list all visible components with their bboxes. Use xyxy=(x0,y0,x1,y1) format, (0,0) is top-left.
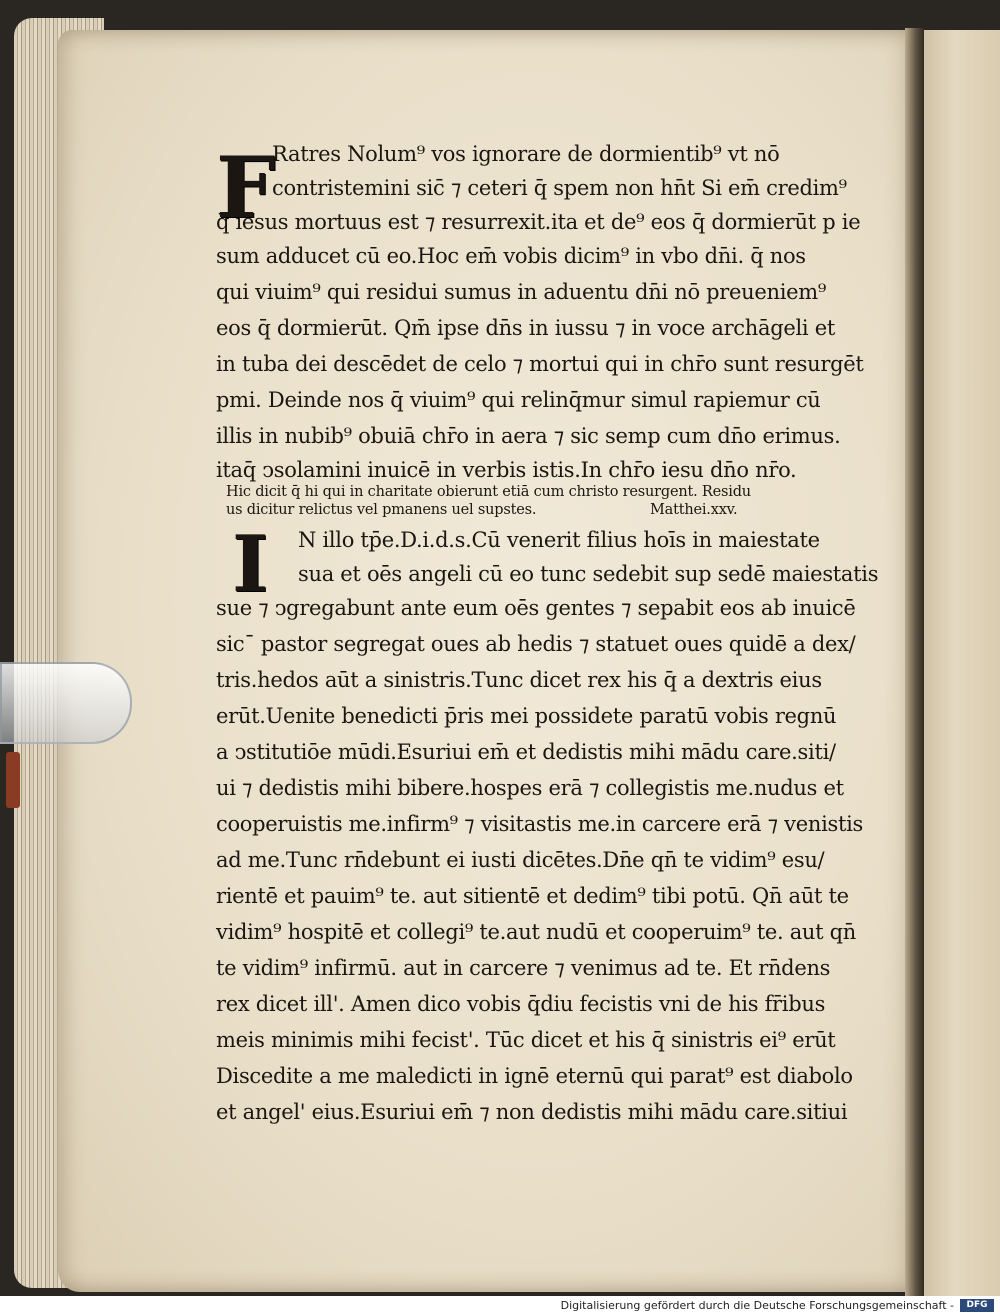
text-line: te vidim⁹ infirmū. aut in carcere ⁊ venimus ad te. Et rn̄dens xyxy=(216,956,831,980)
text-line: et angel' eius.Esuriui em̄ ⁊ non dedistis mihi mādu care.sitiui xyxy=(216,1100,848,1124)
digitization-footer xyxy=(0,1296,1000,1316)
text-line: in tuba dei descēdet de celo ⁊ mortui qui in chr̄o sunt resurgēt xyxy=(216,352,864,376)
text-line: tris.hedos aūt a sinistris.Tunc dicet rex his q̄ a dextris eius xyxy=(216,668,822,692)
text-line: pmi. Deinde nos q̄ viuim⁹ qui relinq̄mur simul rapiemur cū xyxy=(216,388,821,412)
text-line: itaq̄ ↄsolamini inuicē in verbis istis.In chr̄o iesu dn̄o nr̄o. xyxy=(216,458,797,482)
text-line: sum adducet cū eo.Hoc em̄ vobis dicim⁹ in vbo dn̄i. q̄ nos xyxy=(216,244,806,268)
text-line: qui viuim⁹ qui residui sumus in aduentu dn̄i nō preueniem⁹ xyxy=(216,280,827,304)
page-clip xyxy=(0,662,132,744)
text-line: sicˉ pastor segregat oues ab hedis ⁊ statuet oues quidē a dex/ xyxy=(216,632,856,656)
text-line: meis minimis mihi fecist'. Tūc dicet et his q̄ sinistris ei⁹ erūt xyxy=(216,1028,836,1052)
text-line: cooperuistis me.infirm⁹ ⁊ visitastis me.in carcere erā ⁊ venistis xyxy=(216,812,864,836)
text-line: vidim⁹ hospitē et collegi⁹ te.aut nudū et cooperuim⁹ te. aut qn̄ xyxy=(216,920,857,944)
note-line: Hic dicit q̄ hi qui in charitate obierunt etiā cum christo resurgent. Residu xyxy=(226,484,751,500)
text-line: sua et oēs angeli cū eo tunc sedebit sup sedē maiestatis xyxy=(298,562,879,586)
note-line: us dicitur relictus vel pmanens uel supstes. xyxy=(226,502,537,518)
text-line: a ↄstitutiōe mūdi.Esuriui em̄ et dedistis mihi mādu care.siti/ xyxy=(216,740,836,764)
text-line: rex dicet ill'. Amen dico vobis q̄diu fecistis vni de his fr̄ibus xyxy=(216,992,826,1016)
text-line: Ratres Nolum⁹ vos ignorare de dormientib⁹ vt nō xyxy=(272,142,780,166)
text-line: ad me.Tunc rn̄debunt ei iusti dicētes.Dn̄e qn̄ te vidim⁹ esu/ xyxy=(216,848,825,872)
text-line: illis in nubib⁹ obuiā chr̄o in aera ⁊ sic semp cum dn̄o erimus. xyxy=(216,424,841,448)
text-line: sue ⁊ ↄgregabunt ante eum oēs gentes ⁊ sepabit eos ab inuicē xyxy=(216,596,856,620)
facing-page-edge xyxy=(924,30,1000,1296)
text-line: q̄ iesus mortuus est ⁊ resurrexit.ita et de⁹ eos q̄ dormierūt p ie xyxy=(216,210,861,234)
text-line: eos q̄ dormierūt. Qm̄ ipse dn̄s in iussu ⁊ in voce archāgeli et xyxy=(216,316,835,340)
text-line: N illo tp̄e.D.i.d.s.Cū venerit filius hoīs in maiestate xyxy=(298,528,820,552)
red-page-tab xyxy=(6,752,20,808)
decorated-initial-i: I xyxy=(232,519,269,610)
book-gutter xyxy=(905,28,925,1296)
funding-credit: Digitalisierung gefördert durch die Deutsche Forschungsgemeinschaft - xyxy=(560,1299,954,1312)
text-line: erūt.Uenite benedicti p̄ris mei possidete paratū vobis regnū xyxy=(216,704,837,728)
text-line: Discedite a me maledicti in ignē eternū qui parat⁹ est diabolo xyxy=(216,1064,853,1088)
decorated-initial-f: F xyxy=(216,138,276,237)
dfg-logo: DFG xyxy=(960,1299,994,1312)
gospel-reference: Matthei.xxv. xyxy=(650,502,738,518)
text-line: contristemini sic̄ ⁊ ceteri q̄ spem non hn̄t Si em̄ credim⁹ xyxy=(272,176,847,200)
text-line: rientē et pauim⁹ te. aut sitientē et dedim⁹ tibi potū. Qn̄ aūt te xyxy=(216,884,849,908)
text-line: ui ⁊ dedistis mihi bibere.hospes erā ⁊ collegistis me.nudus et xyxy=(216,776,844,800)
